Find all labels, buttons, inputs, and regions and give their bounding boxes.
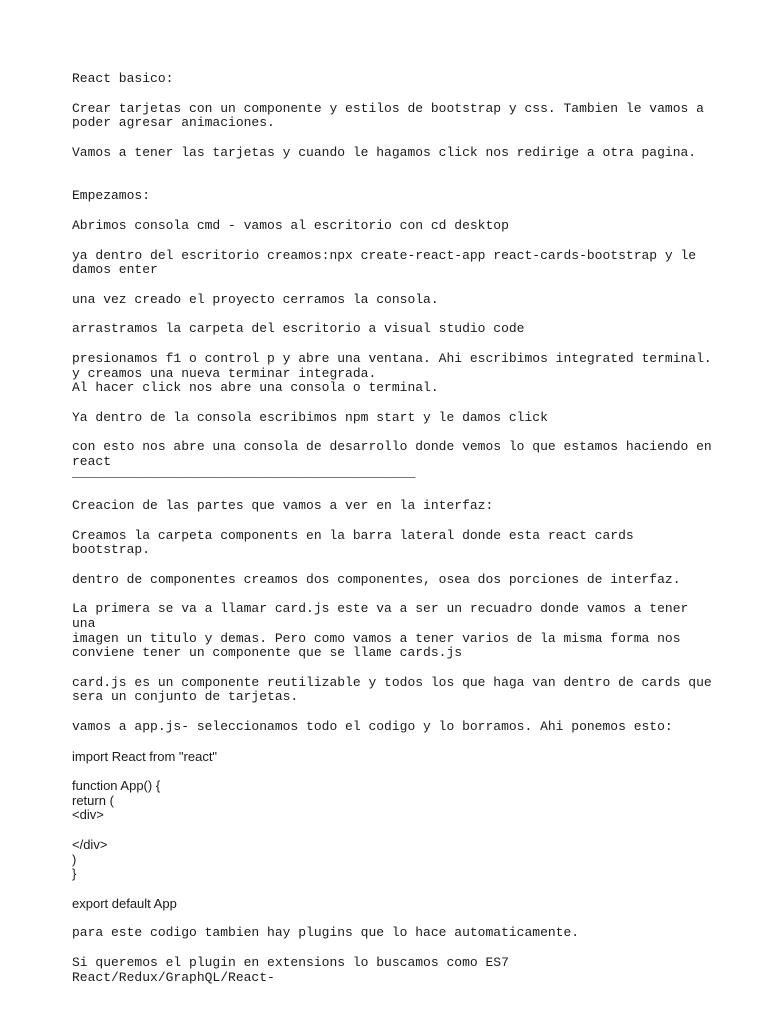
parts-paragraph-2: dentro de componentes creamos dos componentes, osea dos porciones de interfaz. xyxy=(72,571,681,587)
parts-paragraph-4: card.js es un componente reutilizable y todos los que haga van dentro de cards que sera un conjunto de tarjetas. xyxy=(72,674,712,705)
parts-paragraph-3: La primera se va a llamar card.js este va a ser un recuadro donde vamos a tener una imagen un titulo y demas. Pero como vamos a tener varios de la misma forma nos conviene tener un componente que se llame cards.js xyxy=(72,601,689,661)
parts-paragraph-5: vamos a app.js- seleccionamos todo el codigo y lo borramos. Ahi ponemos esto: xyxy=(72,719,673,735)
document-title: React basico: xyxy=(72,71,174,86)
step-paragraph-6: Ya dentro de la consola escribimos npm start y le damos click xyxy=(72,409,548,425)
outro-paragraph-2: Si queremos el plugin en extensions lo buscamos como ES7 React/Redux/GraphQL/React- xyxy=(72,954,517,985)
step-paragraph-3: una vez creado el proyecto cerramos la consola. xyxy=(72,291,439,307)
intro-paragraph-1: Crear tarjetas con un componente y estilos de bootstrap y css. Tambien le vamos a poder agresar animaciones. xyxy=(72,100,704,131)
step-paragraph-2: ya dentro del escritorio creamos:npx create-react-app react-cards-bootstrap y le damos enter xyxy=(72,247,697,278)
step-paragraph-1: Abrimos consola cmd - vamos al escritorio con cd desktop xyxy=(72,217,509,233)
code-function-block: function App() { return ( <div> xyxy=(72,778,161,823)
code-export-line: export default App xyxy=(72,895,177,911)
step-paragraph-7: con esto nos abre una consola de desarrollo donde vemos lo que estamos haciendo en react xyxy=(72,439,712,469)
section-separator: ____________________________________________ xyxy=(72,464,416,480)
parts-paragraph-1: Creamos la carpeta components en la barra lateral donde esta react cards bootstrap. xyxy=(72,527,642,558)
document-page xyxy=(72,72,712,985)
outro-paragraph-1: para este codigo tambien hay plugins que lo hace automaticamente. xyxy=(72,925,580,941)
code-import-line: import React from "react" xyxy=(72,748,218,764)
step-paragraph-5: presionamos f1 o control p y abre una ventana. Ahi escribimos integrated terminal. y creamos una nueva terminar integrada. Al hacer click nos abre una consola o terminal. xyxy=(72,350,712,396)
start-heading: Empezamos: xyxy=(72,188,151,204)
code-close-block: </div> ) } xyxy=(72,837,108,882)
parts-heading: Creacion de las partes que vamos a ver en la interfaz: xyxy=(72,498,494,514)
intro-paragraph-2: Vamos a tener las tarjetas y cuando le hagamos click nos redirige a otra pagina. xyxy=(72,144,697,160)
step-paragraph-4: arrastramos la carpeta del escritorio a visual studio code xyxy=(72,321,525,337)
